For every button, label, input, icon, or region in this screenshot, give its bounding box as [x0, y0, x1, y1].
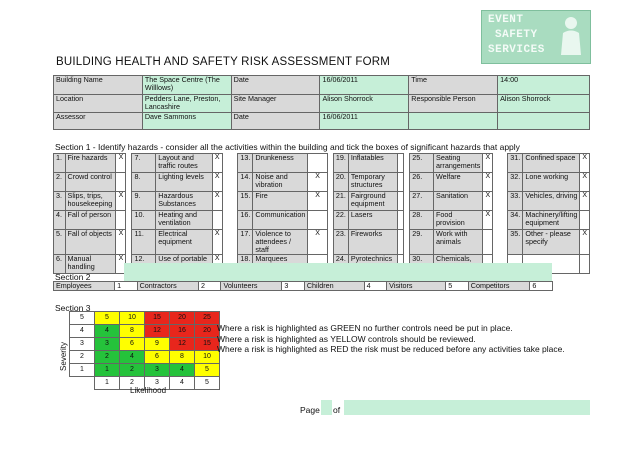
empty-cell[interactable]: [409, 113, 498, 130]
spacer: [493, 173, 508, 192]
hazard-label: Noise and vibration: [253, 173, 308, 192]
date-label-2: Date: [231, 113, 320, 130]
hazard-number: 20.: [333, 173, 348, 192]
hazard-number: 15.: [238, 192, 253, 211]
assessor-field[interactable]: Dave Sammons: [142, 113, 231, 130]
note-red: Where a risk is highlighted as RED the risk must be reduced before any activities take place.: [217, 344, 565, 354]
hazard-number: 32.: [508, 173, 523, 192]
hazard-label: Drunkeness: [253, 154, 308, 173]
hazard-number: 33.: [508, 192, 523, 211]
risk-score-cell: 4: [170, 364, 195, 377]
hazard-checkbox[interactable]: X: [308, 192, 327, 211]
section3-title: Section 3: [55, 303, 91, 313]
severity-tick: 3: [70, 338, 95, 351]
hazards-table: [53, 153, 590, 274]
severity-tick: 1: [70, 364, 95, 377]
hazard-label: Heating and ventilation: [156, 211, 213, 230]
hazard-label: Lone working: [523, 173, 580, 192]
hazard-number: 9.: [132, 192, 156, 211]
hazard-label: Layout and traffic routes: [156, 154, 213, 173]
hazard-checkbox[interactable]: X: [580, 173, 590, 192]
hazard-label: Lighting levels: [156, 173, 213, 192]
hazard-number: 3.: [54, 192, 66, 211]
hazard-checkbox[interactable]: X: [212, 173, 222, 192]
person-category-number[interactable]: 1: [115, 282, 137, 291]
hazard-number: 28.: [410, 211, 434, 230]
hazard-checkbox[interactable]: X: [212, 255, 222, 274]
logo-line1: EVENT: [488, 14, 524, 26]
page-number-field[interactable]: [321, 400, 332, 415]
risk-score-cell: 20: [170, 312, 195, 325]
risk-matrix: [69, 311, 220, 390]
risk-score-cell: 9: [145, 338, 170, 351]
hazard-label: Electrical equipment: [156, 230, 213, 255]
page-total-field[interactable]: [344, 400, 590, 415]
hazard-label: Pyrotechnics: [348, 255, 397, 274]
hazard-label: Vehicles, driving: [523, 192, 580, 211]
hazard-checkbox[interactable]: X: [580, 230, 590, 255]
hazard-label: Seating arrangements: [434, 154, 483, 173]
hazard-label: Inflatables: [348, 154, 397, 173]
hazard-checkbox[interactable]: [580, 211, 590, 230]
hazard-checkbox[interactable]: X: [308, 230, 327, 255]
hazard-checkbox[interactable]: X: [212, 230, 222, 255]
hazard-number: 14.: [238, 173, 253, 192]
form-title: BUILDING HEALTH AND SAFETY RISK ASSESSMENT FORM: [56, 56, 391, 68]
hazard-number: 18.: [238, 255, 253, 274]
notes: [217, 323, 565, 355]
hazard-label: Manual handling: [65, 255, 116, 274]
likelihood-axis-label: Likelihood: [130, 386, 167, 395]
date-field-2[interactable]: 16/06/2011: [320, 113, 409, 130]
person-category-label: Competitors: [468, 282, 530, 291]
event-safety-services-logo: [481, 10, 591, 64]
risk-score-cell: 4: [95, 325, 120, 338]
hazard-number: 2.: [54, 173, 66, 192]
spacer: [493, 230, 508, 255]
hazard-checkbox[interactable]: [308, 154, 327, 173]
hazard-number: 17.: [238, 230, 253, 255]
hazard-number: 34.: [508, 211, 523, 230]
hazard-label: Use of portable: [156, 255, 213, 274]
spacer: [493, 154, 508, 173]
hazard-checkbox[interactable]: X: [116, 255, 126, 274]
hazard-label: Fire hazards: [65, 154, 116, 173]
hazard-number: 22.: [333, 211, 348, 230]
hazard-label: Other - please specify: [523, 230, 580, 255]
hazard-number: 25.: [410, 154, 434, 173]
corner: [70, 377, 95, 390]
risk-score-cell: 5: [95, 312, 120, 325]
spacer: [493, 192, 508, 211]
header-details-table: [53, 75, 590, 130]
of-label: of: [333, 405, 341, 415]
persons-at-risk-table: [53, 281, 553, 291]
hazard-label: Food provision: [434, 211, 483, 230]
likelihood-tick: 2: [120, 377, 145, 390]
risk-score-cell: 8: [170, 351, 195, 364]
risk-score-cell: 2: [120, 364, 145, 377]
page-label: Page: [300, 405, 320, 415]
hazard-number: 30.: [410, 255, 434, 274]
logo-line2: SAFETY: [495, 29, 538, 41]
risk-score-cell: 6: [120, 338, 145, 351]
likelihood-tick: 5: [195, 377, 220, 390]
hazard-checkbox[interactable]: X: [212, 154, 222, 173]
hazard-label: Violence to attendees / staff: [253, 230, 308, 255]
hazard-checkbox[interactable]: X: [116, 230, 126, 255]
hazard-checkbox[interactable]: X: [580, 154, 590, 173]
section2-title: Section 2: [55, 272, 91, 282]
worker-figure-icon: [558, 15, 584, 57]
empty-cell[interactable]: [498, 113, 590, 130]
hazard-number: 6.: [54, 255, 66, 274]
risk-score-cell: 10: [120, 312, 145, 325]
date-label: Date: [231, 76, 320, 95]
hazard-label: Crowd control: [65, 173, 116, 192]
hazard-checkbox[interactable]: [116, 173, 126, 192]
hazard-number: 10.: [132, 211, 156, 230]
risk-score-cell: 8: [120, 325, 145, 338]
hazard-label: Fall of objects: [65, 230, 116, 255]
hazard-number: 8.: [132, 173, 156, 192]
site-manager-label: Site Manager: [231, 95, 320, 113]
person-category-label: Visitors: [387, 282, 446, 291]
hazard-checkbox[interactable]: [308, 211, 327, 230]
risk-score-cell: 4: [120, 351, 145, 364]
person-category-number[interactable]: 3: [282, 282, 304, 291]
risk-score-cell: 6: [145, 351, 170, 364]
risk-score-cell: 15: [195, 338, 220, 351]
risk-score-cell: 3: [145, 364, 170, 377]
hazard-checkbox[interactable]: X: [212, 192, 222, 211]
hazard-label: Work with animals: [434, 230, 483, 255]
hazard-number: 29.: [410, 230, 434, 255]
hazard-checkbox[interactable]: [580, 255, 590, 274]
risk-score-cell: 25: [195, 312, 220, 325]
severity-label: Severity: [58, 342, 68, 371]
hazard-checkbox[interactable]: X: [483, 211, 493, 230]
responsible-person-field[interactable]: Alison Shorrock: [498, 95, 590, 113]
date-field[interactable]: 16/06/2011: [320, 76, 409, 95]
hazard-checkbox[interactable]: [483, 230, 493, 255]
hazard-checkbox[interactable]: X: [580, 192, 590, 211]
hazard-label: Temporary structures: [348, 173, 397, 192]
spacer: [222, 230, 238, 255]
likelihood-tick: 4: [170, 377, 195, 390]
hazard-label: Lasers: [348, 211, 397, 230]
responsible-person-label: Responsible Person: [409, 95, 498, 113]
risk-score-cell: 1: [95, 364, 120, 377]
likelihood-tick: 1: [95, 377, 120, 390]
hazard-checkbox[interactable]: [116, 211, 126, 230]
hazard-number: 31.: [508, 154, 523, 173]
person-category-label: Children: [304, 282, 364, 291]
hazard-checkbox[interactable]: X: [116, 154, 126, 173]
hazard-number: 26.: [410, 173, 434, 192]
spacer: [222, 211, 238, 230]
section1-title: Section 1 - Identify hazards - consider all the activities within the building and tick the boxes of significant hazards that apply: [55, 142, 520, 152]
site-manager-field[interactable]: Alison Shorrock: [320, 95, 409, 113]
likelihood-tick: 3: [145, 377, 170, 390]
hazard-checkbox[interactable]: [212, 211, 222, 230]
building-name-field[interactable]: The Space Centre (The Willlows): [142, 76, 231, 95]
assessor-label: Assessor: [54, 113, 143, 130]
hazard-number: 19.: [333, 154, 348, 173]
spacer: [222, 192, 238, 211]
hazard-label: Hazardous Substances: [156, 192, 213, 211]
person-category-number[interactable]: 6: [530, 282, 553, 291]
hazard-label: Marquees: [253, 255, 308, 274]
hazard-number: 23.: [333, 230, 348, 255]
risk-score-cell: 15: [145, 312, 170, 325]
logo-line3: SERVICES: [488, 44, 545, 56]
spacer: [493, 211, 508, 230]
spacer: [222, 173, 238, 192]
hazard-label: Chemicals,: [434, 255, 483, 274]
note-green: Where a risk is highlighted as GREEN no further controls need be put in place.: [217, 323, 513, 333]
hazard-number: 1.: [54, 154, 66, 173]
hazard-number: 16.: [238, 211, 253, 230]
risk-score-cell: 2: [95, 351, 120, 364]
spacer: [222, 154, 238, 173]
section2-notes-field[interactable]: [124, 263, 552, 281]
hazard-label: Welfare: [434, 173, 483, 192]
hazard-number: 12.: [132, 255, 156, 274]
hazard-number: 24.: [333, 255, 348, 274]
hazard-number: 7.: [132, 154, 156, 173]
risk-score-cell: 5: [195, 364, 220, 377]
hazard-label: Fireworks: [348, 230, 397, 255]
hazard-number: 5.: [54, 230, 66, 255]
person-category-label: Employees: [54, 282, 115, 291]
hazard-label: Machinery/lifting equipment: [523, 211, 580, 230]
person-category-label: Volunteers: [221, 282, 282, 291]
location-label: Location: [54, 95, 143, 113]
person-category-number[interactable]: 2: [199, 282, 221, 291]
hazard-number: 13.: [238, 154, 253, 173]
severity-tick: 5: [70, 312, 95, 325]
hazard-number: 21.: [333, 192, 348, 211]
hazard-checkbox[interactable]: X: [483, 173, 493, 192]
hazard-number: 27.: [410, 192, 434, 211]
severity-tick: 2: [70, 351, 95, 364]
risk-score-cell: 16: [170, 325, 195, 338]
hazard-label: Sanitation: [434, 192, 483, 211]
hazard-number: 35.: [508, 230, 523, 255]
hazard-label: Fall of person: [65, 211, 116, 230]
hazard-number: 11.: [132, 230, 156, 255]
person-category-number[interactable]: 4: [364, 282, 386, 291]
hazard-checkbox[interactable]: X: [483, 154, 493, 173]
person-category-label: Contractors: [137, 282, 198, 291]
hazard-label: Communication: [253, 211, 308, 230]
location-field[interactable]: Pedders Lane, Preston, Lancashire: [142, 95, 231, 113]
risk-score-cell: 3: [95, 338, 120, 351]
risk-score-cell: 10: [195, 351, 220, 364]
hazard-label: Fairground equipment: [348, 192, 397, 211]
risk-score-cell: 20: [195, 325, 220, 338]
hazard-label: Fire: [253, 192, 308, 211]
time-label: Time: [409, 76, 498, 95]
risk-score-cell: 12: [170, 338, 195, 351]
hazard-label: Slips, trips, housekeeping: [65, 192, 116, 211]
hazard-checkbox[interactable]: X: [116, 192, 126, 211]
hazard-checkbox[interactable]: X: [483, 192, 493, 211]
hazard-checkbox[interactable]: X: [308, 173, 327, 192]
hazard-number: 4.: [54, 211, 66, 230]
note-yellow: Where a risk is highlighted as YELLOW controls should be reviewed.: [217, 333, 476, 344]
severity-tick: 4: [70, 325, 95, 338]
hazard-label: Confined space: [523, 154, 580, 173]
building-name-label: Building Name: [54, 76, 143, 95]
risk-score-cell: 12: [145, 325, 170, 338]
person-category-number[interactable]: 5: [446, 282, 468, 291]
time-field[interactable]: 14:00: [498, 76, 590, 95]
